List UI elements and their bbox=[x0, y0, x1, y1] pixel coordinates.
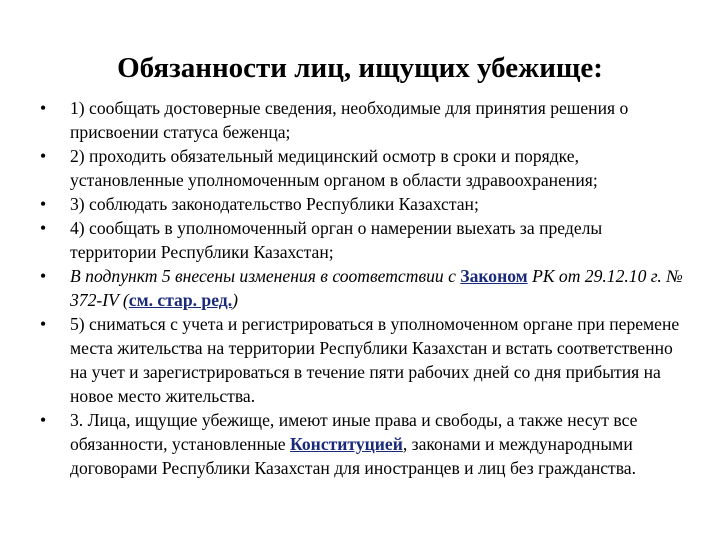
item-text: 5) сниматься с учета и регистрироваться в уполномоченном органе при перемене места жительства на территории Республики Казахстан и встать соответственно на учет и зарегистрироваться в течение пяти рабочих дней со дня прибытия на новое место жительства. bbox=[70, 314, 680, 406]
bullet-icon: • bbox=[40, 194, 47, 214]
list-item bbox=[0, 144, 720, 192]
amendment-note bbox=[70, 266, 683, 310]
item-text: 1) сообщать достоверные сведения, необходимые для принятия решения о присвоении статуса беженца; bbox=[70, 98, 629, 142]
item-text-part: , законами и международными договорами Республики Казахстан для иностранцев и лиц без гражданства. bbox=[70, 434, 637, 478]
list-item bbox=[0, 216, 720, 264]
bullet-icon: • bbox=[40, 98, 47, 118]
note-text: В подпункт 5 внесены изменения в соответствии с bbox=[70, 266, 461, 286]
list-item bbox=[0, 96, 720, 144]
item-text bbox=[70, 410, 637, 478]
old-edition-link[interactable]: см. стар. ред. bbox=[128, 290, 233, 310]
list-item-amendment-note bbox=[0, 264, 720, 312]
note-text: РК от 29.12.10 г. № 372-IV ( bbox=[70, 266, 683, 310]
note-text: ) bbox=[232, 290, 238, 310]
constitution-link[interactable]: Конституцией bbox=[290, 434, 403, 454]
bullet-icon: • bbox=[40, 314, 47, 334]
bullet-icon: • bbox=[40, 218, 47, 238]
item-text: 2) проходить обязательный медицинский осмотр в сроки и порядке, установленные уполномоченным органом в области здравоохранения; bbox=[70, 146, 598, 190]
list-item bbox=[0, 312, 720, 408]
list-item bbox=[0, 192, 720, 216]
item-text: 4) сообщать в уполномоченный орган о намерении выехать за пределы территории Республики Казахстан; bbox=[70, 218, 603, 262]
list-item bbox=[0, 408, 720, 480]
slide-title: Обязанности лиц, ищущих убежище: bbox=[117, 52, 603, 84]
item-text-part: 3. Лица, ищущие убежище, имеют иные права и свободы, а также несут все обязанности, установленные bbox=[70, 410, 638, 454]
bullet-icon: • bbox=[40, 146, 47, 166]
bullet-list bbox=[0, 96, 720, 480]
item-text: 3) соблюдать законодательство Республики Казахстан; bbox=[70, 194, 479, 214]
bullet-icon: • bbox=[40, 410, 47, 430]
bullet-icon: • bbox=[40, 266, 47, 286]
law-link[interactable]: Законом bbox=[460, 266, 528, 286]
